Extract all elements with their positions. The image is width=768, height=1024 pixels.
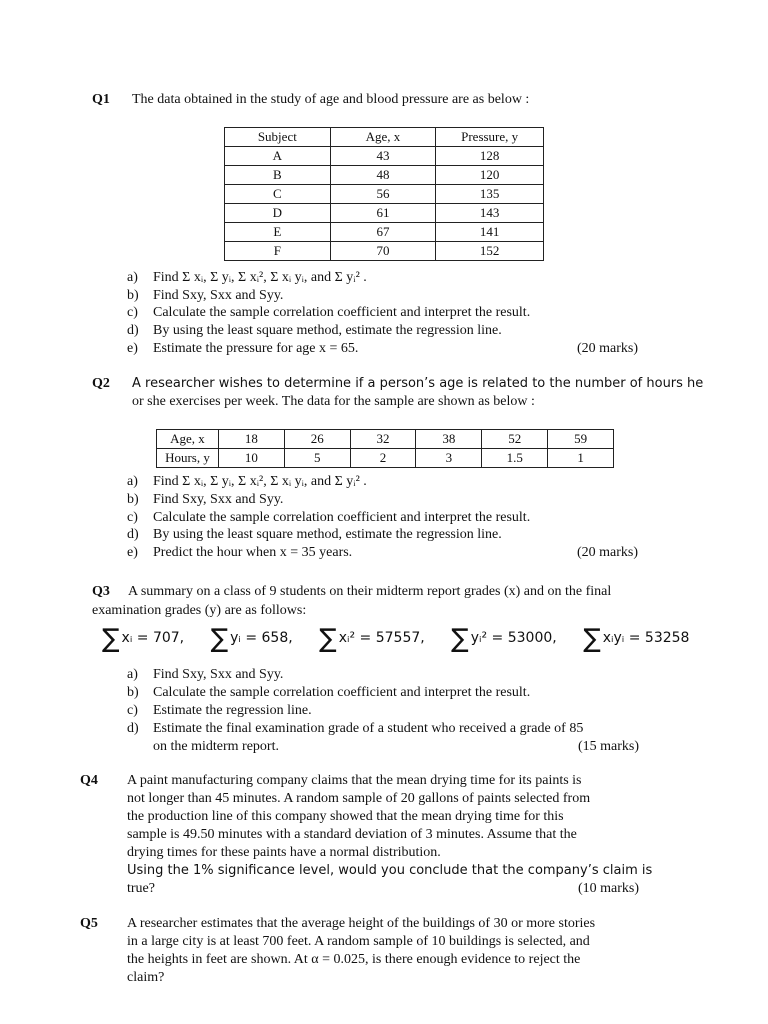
summation-expr: xᵢ² = 57557,: [338, 630, 425, 646]
q2-item-e: [127, 545, 352, 561]
q1-item-d: [127, 323, 502, 339]
table-cell: 141: [436, 223, 544, 242]
item-label: a): [127, 270, 138, 285]
sigma-symbol: ∑: [583, 624, 601, 654]
item-text: Calculate the sample correlation coefficient and interpret the result.: [153, 305, 531, 320]
item-text: Estimate the regression line.: [153, 703, 312, 718]
q5-line: A researcher estimates that the average height of the buildings of 30 or more stories: [127, 916, 596, 931]
table-cell: 1: [548, 449, 614, 468]
summation-term: [102, 624, 185, 654]
item-text: Estimate the pressure for age x = 65.: [153, 341, 359, 356]
table-row: [225, 147, 544, 166]
summation-expr: xᵢyᵢ = 53258: [602, 630, 690, 646]
table-cell: 52: [482, 430, 548, 449]
q4-line: A paint manufacturing company claims that the mean drying time for its paints is: [127, 773, 582, 788]
table-row: [157, 430, 614, 449]
item-text: Predict the hour when x = 35 years.: [153, 545, 353, 560]
item-label: e): [127, 341, 138, 356]
item-text: Find Sxy, Sxx and Syy.: [153, 667, 284, 682]
item-label: d): [127, 323, 139, 338]
q3-item-a: [127, 667, 283, 683]
q2-marks: (20 marks): [577, 545, 639, 560]
item-text: By using the least square method, estimate the regression line.: [153, 527, 502, 542]
summation-expr: xᵢ = 707,: [121, 630, 185, 646]
item-text: Calculate the sample correlation coefficient and interpret the result.: [153, 510, 531, 525]
table-cell: 59: [548, 430, 614, 449]
q4-line: sample is 49.50 minutes with a standard deviation of 3 minutes. Assume that the: [127, 827, 577, 842]
q2-item-c: [127, 510, 530, 526]
table-cell: B: [225, 166, 331, 185]
sigma-symbol: ∑: [210, 624, 229, 654]
summation-term: [319, 624, 425, 654]
table-header: Subject: [225, 128, 331, 147]
q3-number: Q3: [92, 584, 110, 599]
summation-term: [583, 624, 690, 654]
q1-table: [224, 127, 544, 261]
table-cell: 2: [350, 449, 416, 468]
q2-item-d: [127, 527, 502, 543]
table-cell: 5: [284, 449, 350, 468]
table-row: [225, 204, 544, 223]
q1-number: Q1: [92, 92, 110, 107]
q5-line: in a large city is at least 700 feet. A random sample of 10 buildings is selected, and: [127, 934, 590, 949]
table-header: Age, x: [330, 128, 436, 147]
sigma-symbol: ∑: [319, 624, 337, 654]
item-text: Find Σ xᵢ, Σ yᵢ, Σ xᵢ², Σ xᵢ yᵢ, and Σ yᵢ² .: [153, 474, 367, 489]
table-cell: F: [225, 242, 331, 261]
item-label: b): [127, 685, 139, 700]
table-row: [157, 449, 614, 468]
table-row: [225, 166, 544, 185]
item-label: a): [127, 474, 138, 489]
table-cell: 43: [330, 147, 436, 166]
q3-item-d: [127, 721, 583, 737]
q1-item-b: [127, 288, 283, 304]
q1-item-a: [127, 270, 367, 286]
table-cell: Age, x: [157, 430, 219, 449]
q2-text-line1: A researcher wishes to determine if a person’s age is related to the number of hours he: [132, 376, 704, 391]
table-cell: D: [225, 204, 331, 223]
table-cell: 128: [436, 147, 544, 166]
item-label: e): [127, 545, 138, 560]
item-label: d): [127, 721, 139, 736]
table-cell: 135: [436, 185, 544, 204]
q4-line: Using the 1% significance level, would you conclude that the company’s claim is: [127, 863, 653, 878]
q2-table: [156, 429, 614, 468]
q4-line: drying times for these paints have a normal distribution.: [127, 845, 441, 860]
table-cell: 67: [330, 223, 436, 242]
table-row: [225, 242, 544, 261]
q1-marks: (20 marks): [577, 341, 639, 356]
q2-number: Q2: [92, 376, 110, 391]
q3-item-c: [127, 703, 312, 719]
q2-item-a: [127, 474, 367, 490]
q3-item-b: [127, 685, 530, 701]
table-row: [225, 223, 544, 242]
item-text: Calculate the sample correlation coefficient and interpret the result.: [153, 685, 531, 700]
q4-line: true?: [127, 881, 155, 896]
table-cell: 18: [218, 430, 284, 449]
summation-term: [210, 624, 293, 654]
table-header: Pressure, y: [436, 128, 544, 147]
item-label: b): [127, 492, 139, 507]
q5-line: claim?: [127, 970, 165, 985]
table-cell: 38: [416, 430, 482, 449]
item-label: a): [127, 667, 138, 682]
table-row: [225, 185, 544, 204]
table-cell: 56: [330, 185, 436, 204]
table-cell: 26: [284, 430, 350, 449]
q3-item-d-line2: on the midterm report.: [153, 739, 279, 754]
table-cell: E: [225, 223, 331, 242]
item-text: By using the least square method, estimate the regression line.: [153, 323, 502, 338]
table-cell: 32: [350, 430, 416, 449]
q1-text: The data obtained in the study of age and blood pressure are as below :: [132, 92, 530, 107]
item-text: Estimate the final examination grade of a student who received a grade of 85: [153, 721, 584, 736]
table-cell: 61: [330, 204, 436, 223]
q5-line: the heights in feet are shown. At α = 0.025, is there enough evidence to reject the: [127, 952, 581, 967]
q4-number: Q4: [80, 773, 98, 788]
q1-item-e: [127, 341, 358, 357]
sigma-symbol: ∑: [102, 624, 120, 654]
table-cell: 70: [330, 242, 436, 261]
table-cell: A: [225, 147, 331, 166]
table-cell: 120: [436, 166, 544, 185]
q2-item-b: [127, 492, 283, 508]
q2-text-line2: or she exercises per week. The data for the sample are shown as below :: [132, 394, 535, 409]
item-text: Find Sxy, Sxx and Syy.: [153, 288, 284, 303]
summation-expr: yᵢ² = 53000,: [470, 630, 557, 646]
table-cell: 48: [330, 166, 436, 185]
q4-line: not longer than 45 minutes. A random sample of 20 gallons of paints selected from: [127, 791, 591, 806]
q3-text-line1: A summary on a class of 9 students on their midterm report grades (x) and on the final: [128, 584, 612, 599]
table-cell: 1.5: [482, 449, 548, 468]
sigma-symbol: ∑: [451, 624, 469, 654]
table-cell: 3: [416, 449, 482, 468]
q4-marks: (10 marks): [578, 881, 640, 896]
q1-item-c: [127, 305, 530, 321]
q5-number: Q5: [80, 916, 98, 931]
table-cell: 143: [436, 204, 544, 223]
summation-expr: yᵢ = 658,: [230, 630, 293, 646]
table-cell: C: [225, 185, 331, 204]
item-label: c): [127, 703, 138, 718]
item-label: c): [127, 305, 138, 320]
table-header-row: [225, 128, 544, 147]
table-cell: 10: [218, 449, 284, 468]
q3-text-line2: examination grades (y) are as follows:: [92, 603, 307, 618]
q3-marks: (15 marks): [578, 739, 640, 754]
item-label: b): [127, 288, 139, 303]
q3-summations: [102, 624, 689, 654]
q4-line: the production line of this company showed that the mean drying time for this: [127, 809, 564, 824]
item-label: c): [127, 510, 138, 525]
item-text: Find Σ xᵢ, Σ yᵢ, Σ xᵢ², Σ xᵢ yᵢ, and Σ yᵢ² .: [153, 270, 367, 285]
table-cell: 152: [436, 242, 544, 261]
item-label: d): [127, 527, 139, 542]
table-cell: Hours, y: [157, 449, 219, 468]
summation-term: [451, 624, 557, 654]
item-text: Find Sxy, Sxx and Syy.: [153, 492, 284, 507]
